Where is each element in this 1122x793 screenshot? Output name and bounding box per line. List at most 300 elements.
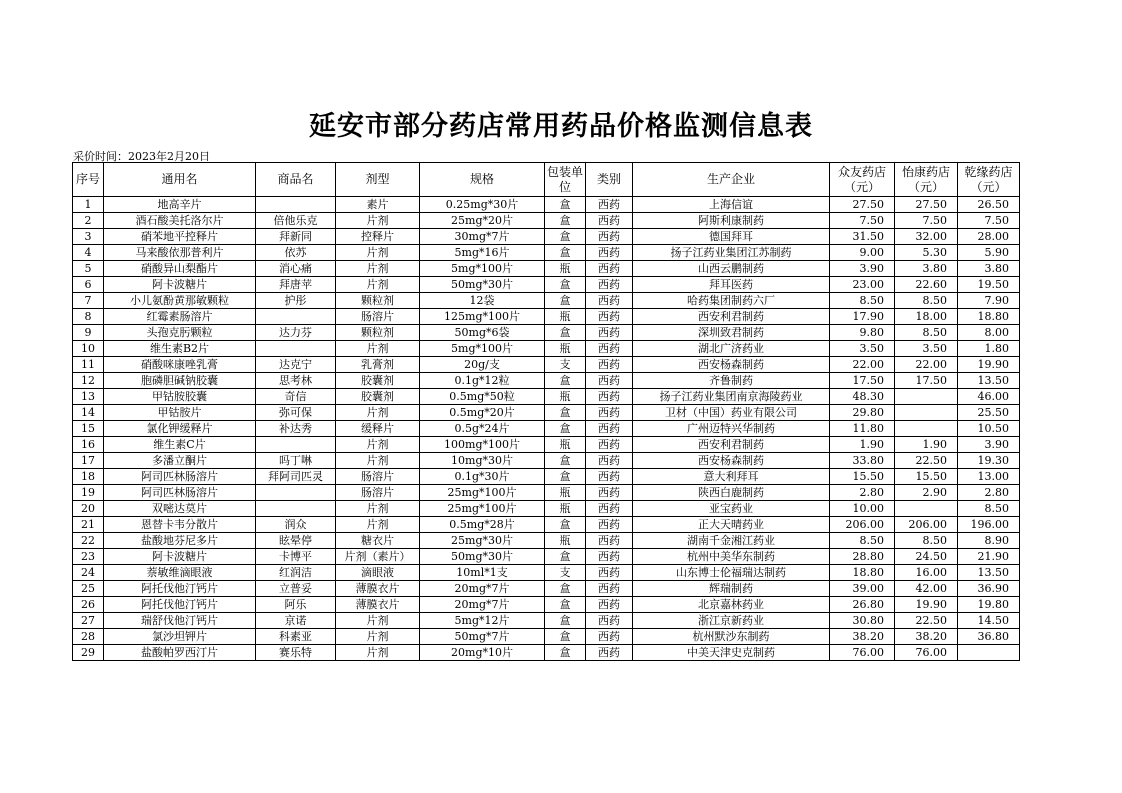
generic-name-cell: 维生素B2片 [104, 341, 256, 357]
generic-name-cell: 恩替卡韦分散片 [104, 517, 256, 533]
specification-cell: 25mg*100片 [420, 485, 545, 501]
generic-name-cell: 阿托伐他汀钙片 [104, 597, 256, 613]
generic-name-cell: 多潘立酮片 [104, 453, 256, 469]
manufacturer-cell: 深圳致君制药 [633, 325, 830, 341]
price-table [72, 162, 1020, 661]
dosage-form-cell: 肠溶片 [336, 309, 420, 325]
category-cell: 西药 [586, 581, 633, 597]
yikang-price-cell: 3.50 [895, 341, 958, 357]
package-unit-cell: 盒 [545, 549, 586, 565]
generic-name-cell: 地高辛片 [104, 197, 256, 213]
manufacturer-cell: 正大天晴药业 [633, 517, 830, 533]
dosage-form-cell: 胶囊剂 [336, 373, 420, 389]
row-number-cell: 24 [73, 565, 104, 581]
package-unit-cell: 瓶 [545, 533, 586, 549]
manufacturer-cell: 浙江京新药业 [633, 613, 830, 629]
dosage-form-cell: 薄膜衣片 [336, 581, 420, 597]
row-number-cell: 6 [73, 277, 104, 293]
generic-name-cell: 头孢克肟颗粒 [104, 325, 256, 341]
dosage-form-cell: 素片 [336, 197, 420, 213]
zhongyou-price-cell: 15.50 [830, 469, 895, 485]
qianyuan-price-cell: 8.00 [958, 325, 1020, 341]
category-cell: 西药 [586, 517, 633, 533]
table-row [73, 261, 1020, 277]
yikang-price-cell: 5.30 [895, 245, 958, 261]
specification-cell: 50mg*6袋 [420, 325, 545, 341]
row-number-cell: 9 [73, 325, 104, 341]
category-cell: 西药 [586, 309, 633, 325]
generic-name-cell: 硝苯地平控释片 [104, 229, 256, 245]
category-cell: 西药 [586, 213, 633, 229]
zhongyou-price-cell: 2.80 [830, 485, 895, 501]
package-unit-cell: 瓶 [545, 485, 586, 501]
table-row [73, 373, 1020, 389]
yikang-price-cell: 22.50 [895, 613, 958, 629]
zhongyou-price-cell: 22.00 [830, 357, 895, 373]
row-number-cell: 17 [73, 453, 104, 469]
qianyuan-price-cell: 19.90 [958, 357, 1020, 373]
dosage-form-cell: 片剂 [336, 437, 420, 453]
qianyuan-price-cell: 46.00 [958, 389, 1020, 405]
dosage-form-cell: 片剂 [336, 213, 420, 229]
zhongyou-price-cell: 11.80 [830, 421, 895, 437]
zhongyou-price-cell: 23.00 [830, 277, 895, 293]
brand-name-cell: 依苏 [256, 245, 336, 261]
yikang-price-cell [895, 501, 958, 517]
specification-cell: 5mg*100片 [420, 261, 545, 277]
specification-cell: 25mg*100片 [420, 501, 545, 517]
row-number-cell: 16 [73, 437, 104, 453]
yikang-price-cell [895, 405, 958, 421]
table-row [73, 469, 1020, 485]
dosage-form-cell: 颗粒剂 [336, 293, 420, 309]
table-row [73, 453, 1020, 469]
generic-name-cell: 马来酸依那普利片 [104, 245, 256, 261]
manufacturer-cell: 扬子江药业集团江苏制药 [633, 245, 830, 261]
yikang-price-cell: 22.50 [895, 453, 958, 469]
zhongyou-price-cell: 31.50 [830, 229, 895, 245]
specification-cell: 25mg*30片 [420, 533, 545, 549]
qianyuan-price-cell: 13.00 [958, 469, 1020, 485]
specification-cell: 0.5mg*20片 [420, 405, 545, 421]
manufacturer-cell: 辉瑞制药 [633, 581, 830, 597]
manufacturer-cell: 拜耳医药 [633, 277, 830, 293]
category-cell: 西药 [586, 261, 633, 277]
qianyuan-price-cell: 14.50 [958, 613, 1020, 629]
zhongyou-price-cell: 38.20 [830, 629, 895, 645]
yikang-price-cell: 7.50 [895, 213, 958, 229]
yikang-price-cell: 38.20 [895, 629, 958, 645]
category-cell: 西药 [586, 389, 633, 405]
manufacturer-cell: 山东博士伦福瑞达制药 [633, 565, 830, 581]
row-number-cell: 12 [73, 373, 104, 389]
yikang-price-cell: 17.50 [895, 373, 958, 389]
row-number-cell: 13 [73, 389, 104, 405]
yikang-price-cell: 15.50 [895, 469, 958, 485]
specification-cell: 10ml*1支 [420, 565, 545, 581]
generic-name-cell: 硝酸异山梨酯片 [104, 261, 256, 277]
generic-name-cell: 双嘧达莫片 [104, 501, 256, 517]
qianyuan-price-cell: 1.80 [958, 341, 1020, 357]
category-cell: 西药 [586, 421, 633, 437]
generic-name-cell: 小儿氨酚黄那敏颗粒 [104, 293, 256, 309]
generic-name-cell: 酒石酸美托洛尔片 [104, 213, 256, 229]
dosage-form-cell: 控释片 [336, 229, 420, 245]
specification-cell: 12袋 [420, 293, 545, 309]
zhongyou-price-cell: 39.00 [830, 581, 895, 597]
manufacturer-cell: 扬子江药业集团南京海陵药业 [633, 389, 830, 405]
dosage-form-cell: 缓释片 [336, 421, 420, 437]
brand-name-cell: 立普妥 [256, 581, 336, 597]
qianyuan-price-cell: 3.90 [958, 437, 1020, 453]
brand-name-cell: 倍他乐克 [256, 213, 336, 229]
zhongyou-price-cell: 27.50 [830, 197, 895, 213]
zhongyou-price-cell: 33.80 [830, 453, 895, 469]
yikang-price-cell: 8.50 [895, 325, 958, 341]
dosage-form-cell: 片剂 [336, 245, 420, 261]
row-number-cell: 21 [73, 517, 104, 533]
brand-name-cell: 消心痛 [256, 261, 336, 277]
yikang-price-cell: 16.00 [895, 565, 958, 581]
specification-cell: 0.1g*12粒 [420, 373, 545, 389]
qianyuan-price-cell: 21.90 [958, 549, 1020, 565]
package-unit-cell: 盒 [545, 213, 586, 229]
dosage-form-cell: 片剂 [336, 405, 420, 421]
package-unit-cell: 盒 [545, 421, 586, 437]
dosage-form-cell: 胶囊剂 [336, 389, 420, 405]
dosage-form-cell: 片剂 [336, 645, 420, 661]
qianyuan-price-cell: 19.30 [958, 453, 1020, 469]
package-unit-cell: 盒 [545, 405, 586, 421]
specification-cell: 5mg*16片 [420, 245, 545, 261]
table-row [73, 405, 1020, 421]
package-unit-cell: 盒 [545, 613, 586, 629]
row-number-cell: 5 [73, 261, 104, 277]
header-cell: 众友药店（元） [830, 163, 895, 197]
brand-name-cell: 思考林 [256, 373, 336, 389]
dosage-form-cell: 薄膜衣片 [336, 597, 420, 613]
table-row [73, 549, 1020, 565]
brand-name-cell: 拜阿司匹灵 [256, 469, 336, 485]
manufacturer-cell: 卫材（中国）药业有限公司 [633, 405, 830, 421]
category-cell: 西药 [586, 469, 633, 485]
table-row [73, 597, 1020, 613]
category-cell: 西药 [586, 549, 633, 565]
manufacturer-cell: 西安杨森制药 [633, 453, 830, 469]
manufacturer-cell: 西安杨森制药 [633, 357, 830, 373]
brand-name-cell: 京诺 [256, 613, 336, 629]
zhongyou-price-cell: 17.90 [830, 309, 895, 325]
table-row [73, 309, 1020, 325]
specification-cell: 20mg*10片 [420, 645, 545, 661]
zhongyou-price-cell: 76.00 [830, 645, 895, 661]
yikang-price-cell: 18.00 [895, 309, 958, 325]
header-cell: 生产企业 [633, 163, 830, 197]
manufacturer-cell: 意大利拜耳 [633, 469, 830, 485]
dosage-form-cell: 片剂 [336, 453, 420, 469]
brand-name-cell: 补达秀 [256, 421, 336, 437]
specification-cell: 20mg*7片 [420, 581, 545, 597]
zhongyou-price-cell: 3.50 [830, 341, 895, 357]
brand-name-cell: 吗丁啉 [256, 453, 336, 469]
specification-cell: 20g/支 [420, 357, 545, 373]
row-number-cell: 14 [73, 405, 104, 421]
row-number-cell: 10 [73, 341, 104, 357]
generic-name-cell: 甲钴胺片 [104, 405, 256, 421]
package-unit-cell: 盒 [545, 597, 586, 613]
generic-name-cell: 阿司匹林肠溶片 [104, 485, 256, 501]
brand-name-cell: 润众 [256, 517, 336, 533]
specification-cell: 50mg*30片 [420, 277, 545, 293]
generic-name-cell: 盐酸地芬尼多片 [104, 533, 256, 549]
header-cell: 包装单位 [545, 163, 586, 197]
package-unit-cell: 盒 [545, 581, 586, 597]
row-number-cell: 28 [73, 629, 104, 645]
zhongyou-price-cell: 29.80 [830, 405, 895, 421]
package-unit-cell: 盒 [545, 453, 586, 469]
zhongyou-price-cell: 26.80 [830, 597, 895, 613]
qianyuan-price-cell: 36.80 [958, 629, 1020, 645]
header-cell: 怡康药店（元） [895, 163, 958, 197]
zhongyou-price-cell: 3.90 [830, 261, 895, 277]
dosage-form-cell: 片剂 [336, 501, 420, 517]
brand-name-cell [256, 437, 336, 453]
zhongyou-price-cell: 48.30 [830, 389, 895, 405]
specification-cell: 0.5mg*28片 [420, 517, 545, 533]
generic-name-cell: 甲钴胺胶囊 [104, 389, 256, 405]
row-number-cell: 19 [73, 485, 104, 501]
table-row [73, 197, 1020, 213]
brand-name-cell: 科素亚 [256, 629, 336, 645]
package-unit-cell: 瓶 [545, 437, 586, 453]
category-cell: 西药 [586, 629, 633, 645]
category-cell: 西药 [586, 613, 633, 629]
row-number-cell: 26 [73, 597, 104, 613]
generic-name-cell: 瑞舒伐他汀钙片 [104, 613, 256, 629]
qianyuan-price-cell: 8.90 [958, 533, 1020, 549]
table-row [73, 245, 1020, 261]
header-cell: 通用名 [104, 163, 256, 197]
brand-name-cell: 眩晕停 [256, 533, 336, 549]
yikang-price-cell: 76.00 [895, 645, 958, 661]
qianyuan-price-cell: 2.80 [958, 485, 1020, 501]
qianyuan-price-cell: 19.80 [958, 597, 1020, 613]
generic-name-cell: 盐酸帕罗西汀片 [104, 645, 256, 661]
specification-cell: 100mg*100片 [420, 437, 545, 453]
header-cell: 类别 [586, 163, 633, 197]
qianyuan-price-cell: 25.50 [958, 405, 1020, 421]
specification-cell: 20mg*7片 [420, 597, 545, 613]
table-body [73, 197, 1020, 661]
package-unit-cell: 瓶 [545, 341, 586, 357]
yikang-price-cell: 3.80 [895, 261, 958, 277]
package-unit-cell: 支 [545, 357, 586, 373]
manufacturer-cell: 山西云鹏制药 [633, 261, 830, 277]
category-cell: 西药 [586, 597, 633, 613]
package-unit-cell: 盒 [545, 277, 586, 293]
manufacturer-cell: 上海信谊 [633, 197, 830, 213]
table-header-row [73, 163, 1020, 197]
generic-name-cell: 阿卡波糖片 [104, 277, 256, 293]
table-row [73, 533, 1020, 549]
package-unit-cell: 盒 [545, 197, 586, 213]
category-cell: 西药 [586, 437, 633, 453]
generic-name-cell: 萘敏维滴眼液 [104, 565, 256, 581]
row-number-cell: 8 [73, 309, 104, 325]
specification-cell: 0.5g*24片 [420, 421, 545, 437]
package-unit-cell: 盒 [545, 325, 586, 341]
specification-cell: 50mg*7片 [420, 629, 545, 645]
package-unit-cell: 盒 [545, 645, 586, 661]
dosage-form-cell: 片剂 [336, 261, 420, 277]
qianyuan-price-cell: 10.50 [958, 421, 1020, 437]
row-number-cell: 4 [73, 245, 104, 261]
row-number-cell: 23 [73, 549, 104, 565]
dosage-form-cell: 滴眼液 [336, 565, 420, 581]
package-unit-cell: 盒 [545, 629, 586, 645]
package-unit-cell: 盒 [545, 373, 586, 389]
dosage-form-cell: 片剂 [336, 341, 420, 357]
brand-name-cell [256, 309, 336, 325]
qianyuan-price-cell: 13.50 [958, 373, 1020, 389]
yikang-price-cell: 22.60 [895, 277, 958, 293]
package-unit-cell: 盒 [545, 293, 586, 309]
package-unit-cell: 瓶 [545, 501, 586, 517]
qianyuan-price-cell: 3.80 [958, 261, 1020, 277]
yikang-price-cell: 8.50 [895, 533, 958, 549]
zhongyou-price-cell: 8.50 [830, 533, 895, 549]
yikang-price-cell: 42.00 [895, 581, 958, 597]
qianyuan-price-cell: 13.50 [958, 565, 1020, 581]
brand-name-cell: 阿乐 [256, 597, 336, 613]
generic-name-cell: 氯化钾缓释片 [104, 421, 256, 437]
header-cell: 序号 [73, 163, 104, 197]
dosage-form-cell: 片剂（素片） [336, 549, 420, 565]
manufacturer-cell: 湖北广济药业 [633, 341, 830, 357]
brand-name-cell: 奇信 [256, 389, 336, 405]
manufacturer-cell: 齐鲁制药 [633, 373, 830, 389]
dosage-form-cell: 片剂 [336, 629, 420, 645]
category-cell: 西药 [586, 197, 633, 213]
category-cell: 西药 [586, 277, 633, 293]
brand-name-cell: 弥可保 [256, 405, 336, 421]
yikang-price-cell: 22.00 [895, 357, 958, 373]
dosage-form-cell: 片剂 [336, 517, 420, 533]
qianyuan-price-cell: 28.00 [958, 229, 1020, 245]
zhongyou-price-cell: 30.80 [830, 613, 895, 629]
zhongyou-price-cell: 17.50 [830, 373, 895, 389]
package-unit-cell: 盒 [545, 229, 586, 245]
specification-cell: 0.25mg*30片 [420, 197, 545, 213]
generic-name-cell: 阿托伐他汀钙片 [104, 581, 256, 597]
zhongyou-price-cell: 10.00 [830, 501, 895, 517]
brand-name-cell: 卡博平 [256, 549, 336, 565]
yikang-price-cell: 24.50 [895, 549, 958, 565]
specification-cell: 50mg*30片 [420, 549, 545, 565]
table-row [73, 485, 1020, 501]
package-unit-cell: 盒 [545, 469, 586, 485]
dosage-form-cell: 片剂 [336, 277, 420, 293]
table-row [73, 277, 1020, 293]
zhongyou-price-cell: 7.50 [830, 213, 895, 229]
category-cell: 西药 [586, 245, 633, 261]
zhongyou-price-cell: 1.90 [830, 437, 895, 453]
category-cell: 西药 [586, 325, 633, 341]
manufacturer-cell: 广州迈特兴华制药 [633, 421, 830, 437]
brand-name-cell [256, 501, 336, 517]
yikang-price-cell: 27.50 [895, 197, 958, 213]
brand-name-cell: 红润洁 [256, 565, 336, 581]
qianyuan-price-cell: 26.50 [958, 197, 1020, 213]
zhongyou-price-cell: 18.80 [830, 565, 895, 581]
brand-name-cell [256, 485, 336, 501]
category-cell: 西药 [586, 645, 633, 661]
package-unit-cell: 瓶 [545, 309, 586, 325]
yikang-price-cell: 8.50 [895, 293, 958, 309]
brand-name-cell: 赛乐特 [256, 645, 336, 661]
dosage-form-cell: 乳膏剂 [336, 357, 420, 373]
table-row [73, 421, 1020, 437]
row-number-cell: 11 [73, 357, 104, 373]
specification-cell: 0.1g*30片 [420, 469, 545, 485]
manufacturer-cell: 德国拜耳 [633, 229, 830, 245]
brand-name-cell: 达力芬 [256, 325, 336, 341]
table-row [73, 341, 1020, 357]
brand-name-cell [256, 341, 336, 357]
row-number-cell: 18 [73, 469, 104, 485]
generic-name-cell: 氯沙坦钾片 [104, 629, 256, 645]
qianyuan-price-cell: 18.80 [958, 309, 1020, 325]
zhongyou-price-cell: 206.00 [830, 517, 895, 533]
package-unit-cell: 盒 [545, 517, 586, 533]
table-row [73, 501, 1020, 517]
table-row [73, 645, 1020, 661]
dosage-form-cell: 颗粒剂 [336, 325, 420, 341]
package-unit-cell: 支 [545, 565, 586, 581]
manufacturer-cell: 中美天津史克制药 [633, 645, 830, 661]
header-cell: 规格 [420, 163, 545, 197]
manufacturer-cell: 杭州默沙东制药 [633, 629, 830, 645]
manufacturer-cell: 北京嘉林药业 [633, 597, 830, 613]
qianyuan-price-cell: 8.50 [958, 501, 1020, 517]
row-number-cell: 3 [73, 229, 104, 245]
yikang-price-cell [895, 421, 958, 437]
page-title: 延安市部分药店常用药品价格监测信息表 [309, 111, 813, 142]
table-row [73, 293, 1020, 309]
specification-cell: 25mg*20片 [420, 213, 545, 229]
zhongyou-price-cell: 9.00 [830, 245, 895, 261]
survey-date: 采价时间：2023年2月20日 [73, 150, 210, 163]
row-number-cell: 22 [73, 533, 104, 549]
dosage-form-cell: 肠溶片 [336, 485, 420, 501]
table-row [73, 357, 1020, 373]
generic-name-cell: 胞磷胆碱钠胶囊 [104, 373, 256, 389]
generic-name-cell: 维生素C片 [104, 437, 256, 453]
table-row [73, 213, 1020, 229]
generic-name-cell: 阿司匹林肠溶片 [104, 469, 256, 485]
generic-name-cell: 红霉素肠溶片 [104, 309, 256, 325]
category-cell: 西药 [586, 485, 633, 501]
category-cell: 西药 [586, 357, 633, 373]
table-row [73, 325, 1020, 341]
qianyuan-price-cell: 5.90 [958, 245, 1020, 261]
brand-name-cell [256, 197, 336, 213]
brand-name-cell: 拜唐苹 [256, 277, 336, 293]
category-cell: 西药 [586, 565, 633, 581]
yikang-price-cell: 2.90 [895, 485, 958, 501]
manufacturer-cell: 湖南千金湘江药业 [633, 533, 830, 549]
yikang-price-cell: 1.90 [895, 437, 958, 453]
